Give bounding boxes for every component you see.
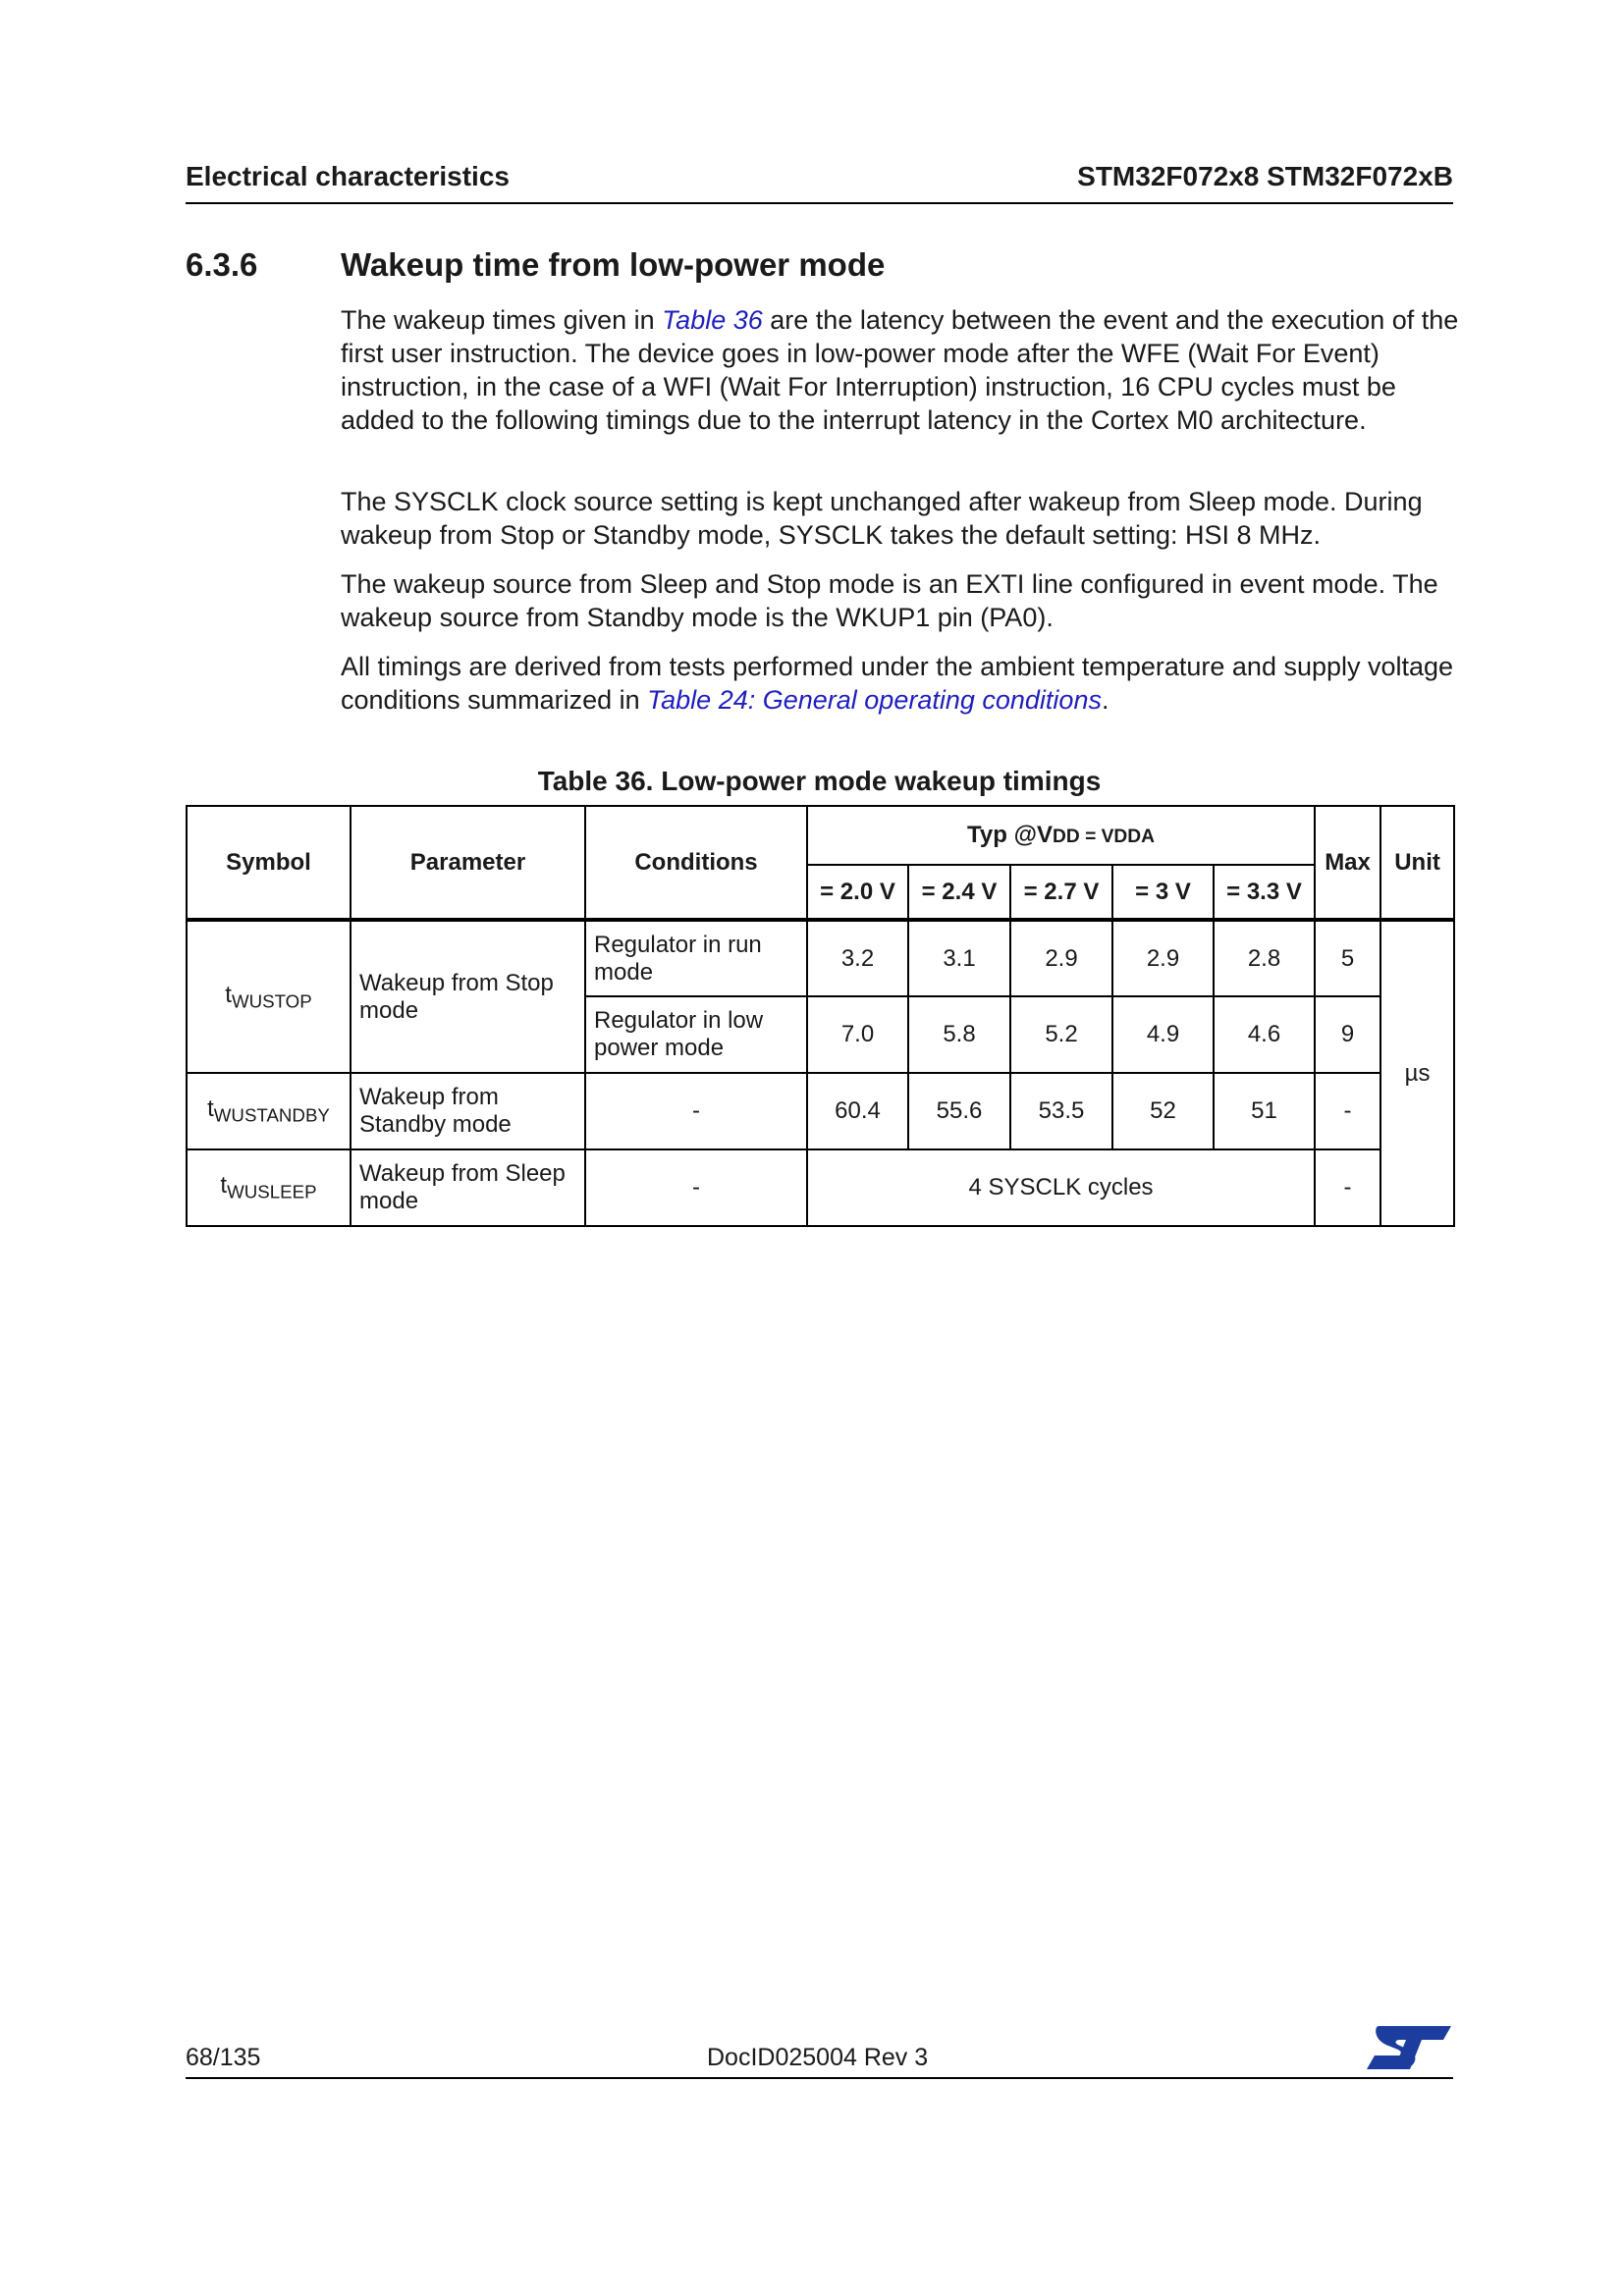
value-cell: 55.6 bbox=[908, 1073, 1010, 1149]
link-table-24[interactable]: Table 24: General operating conditions bbox=[647, 685, 1102, 715]
header-conditions: Conditions bbox=[585, 806, 807, 920]
header-voltage: = 2.7 V bbox=[1010, 865, 1112, 920]
condition-cell: Regulator in run mode bbox=[585, 920, 807, 996]
st-logo-icon-svg bbox=[1365, 2024, 1453, 2071]
symbol-sub: WUSTOP bbox=[231, 990, 312, 1012]
condition-cell: Regulator in low power mode bbox=[585, 996, 807, 1073]
value-cell: 5.8 bbox=[908, 996, 1010, 1073]
value-cell: 3.1 bbox=[908, 920, 1010, 996]
value-cell: 3.2 bbox=[807, 920, 908, 996]
max-cell: - bbox=[1315, 1149, 1380, 1226]
value-cell: 60.4 bbox=[807, 1073, 908, 1149]
table-caption: Table 36. Low-power mode wakeup timings bbox=[537, 766, 1102, 796]
symbol-twustop bbox=[187, 920, 351, 1073]
paragraph-sysclk: The SYSCLK clock source setting is kept unchanged after wakeup from Sleep mode. During wakeup from Stop or Standby mode, SYSCLK takes the default setting: HSI 8 MHz. bbox=[341, 487, 1423, 550]
symbol-sub: WUSLEEP bbox=[227, 1181, 317, 1202]
header-rule bbox=[186, 202, 1453, 204]
value-cell: 53.5 bbox=[1010, 1073, 1112, 1149]
header-max: Max bbox=[1315, 806, 1380, 920]
max-cell: 5 bbox=[1315, 920, 1380, 996]
value-cell: 5.2 bbox=[1010, 996, 1112, 1073]
page-header-title: Electrical characteristics bbox=[186, 161, 510, 191]
table-row bbox=[187, 920, 1454, 996]
parameter-cell: Wakeup from Stop mode bbox=[351, 920, 585, 1073]
value-cell: 4.6 bbox=[1214, 996, 1315, 1073]
value-cell: 2.8 bbox=[1214, 920, 1315, 996]
max-cell: - bbox=[1315, 1073, 1380, 1149]
typ-vdda-sub: DDA bbox=[1113, 827, 1155, 847]
paragraph-wakeup-latency bbox=[341, 303, 1460, 437]
header-voltage: = 2.0 V bbox=[807, 865, 908, 920]
footer-rule bbox=[186, 2077, 1453, 2079]
symbol-sub: WUSTANDBY bbox=[213, 1104, 330, 1126]
max-cell: 9 bbox=[1315, 996, 1380, 1073]
value-cell: 2.9 bbox=[1112, 920, 1214, 996]
header-voltage: = 3 V bbox=[1112, 865, 1214, 920]
condition-cell: - bbox=[585, 1149, 807, 1226]
table-row bbox=[187, 1073, 1454, 1149]
header-voltage: = 3.3 V bbox=[1214, 865, 1315, 920]
parameter-cell: Wakeup from Sleep mode bbox=[351, 1149, 585, 1226]
section-number: 6.3.6 bbox=[186, 246, 258, 283]
header-voltage: = 2.4 V bbox=[908, 865, 1010, 920]
paragraph-wakeup-source: The wakeup source from Sleep and Stop mode is an EXTI line configured in event mode. The wakeup source from Standby mode is the WKUP1 pin (PA0). bbox=[341, 569, 1438, 632]
st-logo-icon bbox=[1365, 2024, 1453, 2076]
symbol-t: t bbox=[207, 1095, 214, 1123]
paragraph-timings-conditions bbox=[341, 650, 1460, 717]
value-cell: 2.9 bbox=[1010, 920, 1112, 996]
parameter-cell: Wakeup from Standby mode bbox=[351, 1073, 585, 1149]
header-parameter: Parameter bbox=[351, 806, 585, 920]
header-symbol: Symbol bbox=[187, 806, 351, 920]
wakeup-timings-table bbox=[186, 805, 1455, 1227]
symbol-t: t bbox=[225, 981, 232, 1008]
paragraph-text: The wakeup times given in bbox=[341, 305, 663, 335]
table-row bbox=[187, 1149, 1454, 1226]
typ-label: Typ @V bbox=[967, 822, 1054, 848]
paragraph-text: . bbox=[1101, 685, 1109, 715]
header-unit: Unit bbox=[1380, 806, 1454, 920]
page-number: 68/135 bbox=[186, 2044, 261, 2071]
header-typ bbox=[807, 806, 1315, 865]
value-cell: 51 bbox=[1214, 1073, 1315, 1149]
unit-cell: µs bbox=[1380, 920, 1454, 1226]
page-header-part-numbers: STM32F072x8 STM32F072xB bbox=[1077, 161, 1453, 191]
typ-merged-cell: 4 SYSCLK cycles bbox=[807, 1149, 1315, 1226]
value-cell: 52 bbox=[1112, 1073, 1214, 1149]
paragraph-text: are the latency between the event and the execution of the first user instruction. The device goes in low-power mode after the WFE (Wait For Event) instruction, in the case of a WFI (Wait For Interruption) instruction, 16 CPU cycles must be added to the following timings due to the interrupt latency in the Cortex M0 architecture. bbox=[341, 305, 1459, 435]
symbol-t: t bbox=[220, 1172, 228, 1200]
symbol-twusleep bbox=[187, 1149, 351, 1226]
doc-id: DocID025004 Rev 3 bbox=[707, 2044, 929, 2071]
typ-vdd-sub: DD bbox=[1053, 827, 1080, 847]
typ-eq: = V bbox=[1079, 827, 1114, 847]
condition-cell: - bbox=[585, 1073, 807, 1149]
section-title: Wakeup time from low-power mode bbox=[341, 246, 886, 283]
symbol-twustandby bbox=[187, 1073, 351, 1149]
value-cell: 7.0 bbox=[807, 996, 908, 1073]
paragraph-text: All timings are derived from tests performed under the ambient temperature and supply voltage conditions summarized in bbox=[341, 652, 1454, 715]
value-cell: 4.9 bbox=[1112, 996, 1214, 1073]
link-table-36[interactable]: Table 36 bbox=[662, 305, 763, 335]
